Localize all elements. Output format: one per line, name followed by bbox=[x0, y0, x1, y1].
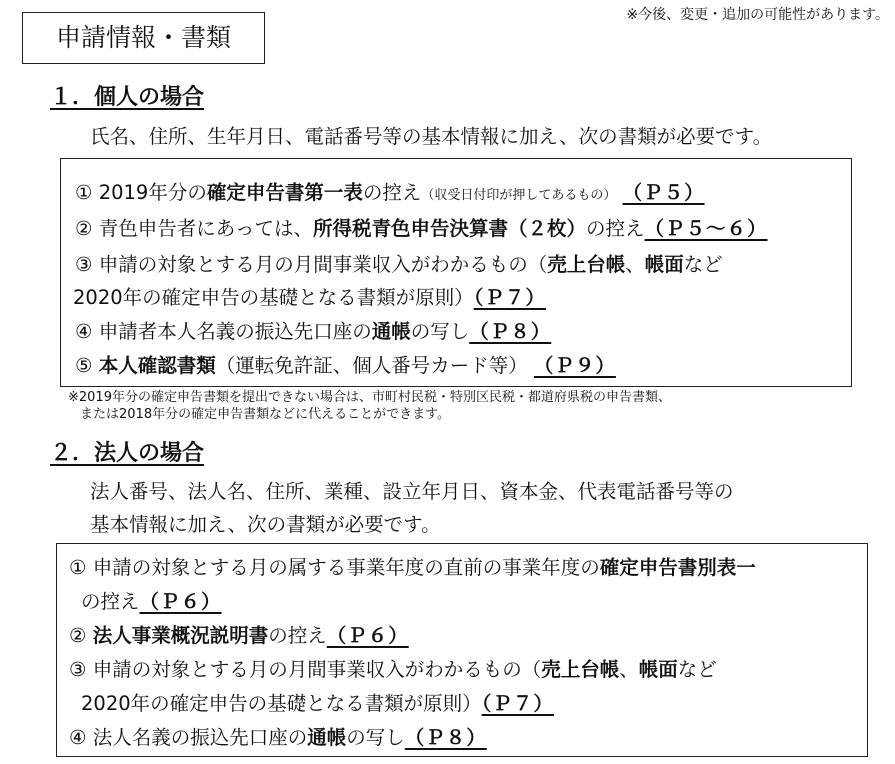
section-2-intro-line-2: 基本情報に加え、次の書類が必要です。 bbox=[90, 513, 441, 536]
section-1-heading: １．個人の場合 bbox=[50, 85, 205, 110]
section-1-intro: 氏名、住所、生年月日、電話番号等の基本情報に加え、次の書類が必要です。 bbox=[90, 125, 773, 148]
page-reference: （Ｐ６） bbox=[326, 624, 409, 647]
list-item: ② 青色申告者にあっては、所得税青色申告決算書（２枚）の控え（Ｐ５～６） bbox=[75, 217, 768, 240]
page-reference: （Ｐ７） bbox=[481, 692, 554, 715]
top-note: ※今後、変更・追加の可能性があります。 bbox=[626, 7, 889, 23]
section-2-intro-line-1: 法人番号、法人名、住所、業種、設立年月日、資本金、代表電話番号等の bbox=[90, 480, 734, 503]
page-reference: （Ｐ７） bbox=[473, 286, 546, 309]
list-item: ① 2019年分の確定申告書第一表の控え（収受日付印が押してあるもの） （Ｐ５） bbox=[75, 181, 705, 204]
list-item: ③ 申請の対象とする月の月間事業収入がわかるもの（売上台帳、帳面など bbox=[75, 253, 723, 276]
list-item-continuation: 2020年の確定申告の基礎となる書類が原則）（Ｐ７） bbox=[81, 692, 554, 715]
footnote-line-1: ※2019年分の確定申告書類を提出できない場合は、市町村民税・特別区民税・都道府県税の申告書類、 bbox=[68, 390, 671, 405]
page-reference: （Ｐ８） bbox=[404, 726, 487, 749]
list-item-continuation: の控え（Ｐ６） bbox=[81, 590, 222, 613]
page-title: 申請情報・書類 bbox=[22, 12, 265, 64]
page-reference: （Ｐ５） bbox=[622, 181, 705, 204]
footnote-line-2: または2018年分の確定申告書類などに代えることができます。 bbox=[80, 407, 451, 422]
page-reference: （Ｐ９） bbox=[533, 354, 616, 377]
list-item: ① 申請の対象とする月の属する事業年度の直前の事業年度の確定申告書別表一 bbox=[69, 556, 756, 579]
list-item: ⑤ 本人確認書類（運転免許証、個人番号カード等） （Ｐ９） bbox=[75, 354, 616, 377]
list-item: ② 法人事業概況説明書の控え（Ｐ６） bbox=[69, 624, 409, 647]
list-item: ④ 申請者本人名義の振込先口座の通帳の写し（Ｐ８） bbox=[75, 320, 552, 343]
page-reference: （Ｐ８） bbox=[469, 320, 552, 343]
page-reference: （Ｐ６） bbox=[139, 590, 222, 613]
list-item: ④ 法人名義の振込先口座の通帳の写し（Ｐ８） bbox=[69, 726, 487, 749]
section-2-document-list bbox=[56, 543, 868, 757]
list-item: ③ 申請の対象とする月の月間事業収入がわかるもの（売上台帳、帳面など bbox=[69, 658, 717, 681]
list-item-continuation: 2020年の確定申告の基礎となる書類が原則）（Ｐ７） bbox=[73, 286, 546, 309]
section-1-document-list bbox=[60, 158, 852, 387]
page-reference: （Ｐ５～６） bbox=[644, 217, 768, 240]
section-2-heading: ２．法人の場合 bbox=[50, 441, 205, 466]
